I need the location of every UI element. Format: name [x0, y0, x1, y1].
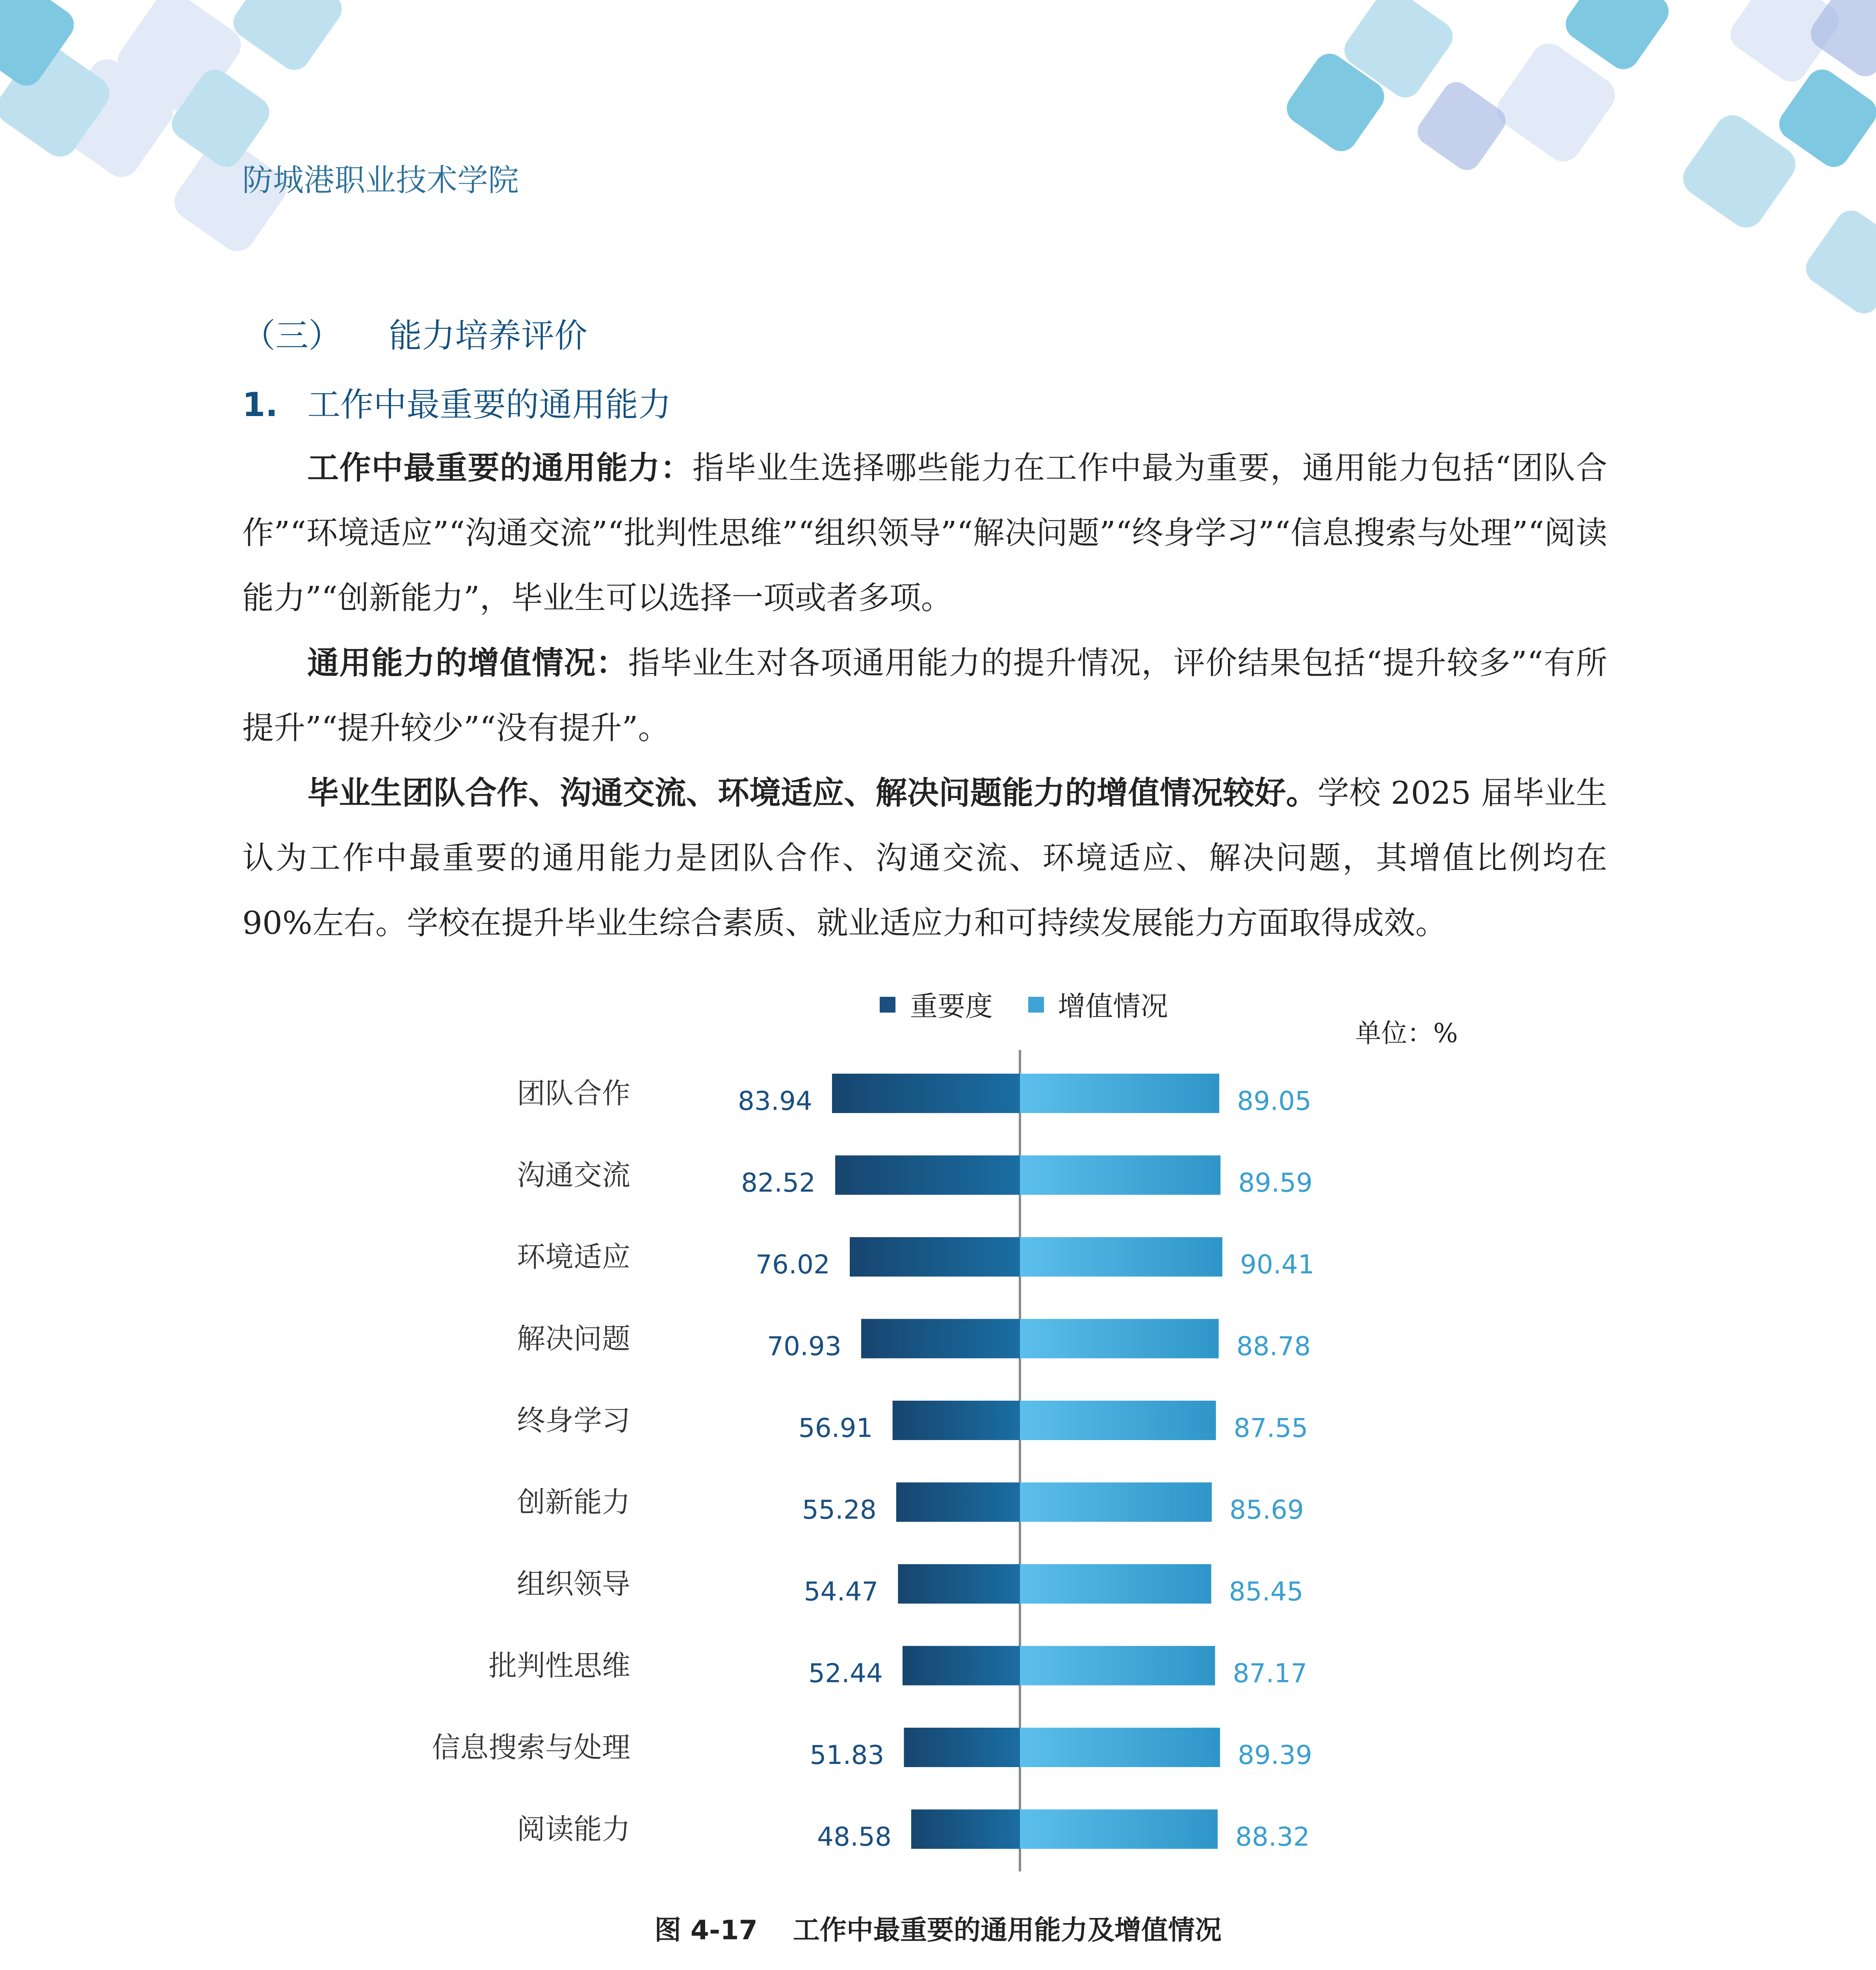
category-label: 环境适应: [516, 1240, 630, 1273]
ability-chart: [0, 965, 1876, 1891]
paragraph-body: 指毕业生选择哪些能力在工作中最为重要，通用能力包括“团队合作”“环境适应”“沟通交流”“批判性思维”“组织领导”“解决问题”“终身学习”“信息搜索与处理”“阅读能力”“创新能力”，毕业生可以选择一项或者多项。: [242, 450, 1607, 616]
value-label-increment: 88.32: [1235, 1821, 1310, 1852]
category-label: 沟通交流: [516, 1158, 630, 1192]
category-label: 终身学习: [516, 1404, 630, 1437]
bar-increment: [1020, 1319, 1218, 1359]
value-label-importance: 56.91: [798, 1413, 873, 1443]
section-number: （三）: [242, 316, 342, 355]
bar-increment: [1020, 1810, 1218, 1849]
bar-importance: [832, 1074, 1020, 1113]
figure-caption: [0, 1909, 1876, 1947]
figure-title: 工作中最重要的通用能力及增值情况: [793, 1915, 1222, 1946]
bar-increment: [1020, 1156, 1220, 1195]
paragraph-body: 指毕业生对各项通用能力的提升情况，评价结果包括“提升较多”“有所提升”“提升较少”“没有提升”。: [242, 645, 1607, 746]
value-label-increment: 87.55: [1233, 1413, 1308, 1443]
bar-increment: [1020, 1401, 1216, 1440]
legend-swatch-increment: [1028, 997, 1044, 1013]
value-label-importance: 52.44: [808, 1658, 883, 1689]
paragraph-finding: [242, 760, 1607, 955]
bar-increment: [1020, 1237, 1222, 1277]
value-label-increment: 87.17: [1233, 1658, 1308, 1689]
category-label: 信息搜索与处理: [431, 1731, 630, 1764]
value-label-increment: 85.45: [1229, 1576, 1304, 1607]
value-label-increment: 85.69: [1229, 1494, 1304, 1525]
paragraph-definition-increment: [242, 630, 1607, 760]
paragraph-lead: 工作中最重要的通用能力：: [307, 450, 693, 486]
category-label: 批判性思维: [488, 1649, 630, 1682]
value-label-increment: 89.39: [1237, 1740, 1312, 1770]
subsection-heading: [242, 378, 671, 426]
bar-importance: [903, 1646, 1020, 1686]
legend-label-increment: 增值情况: [1058, 990, 1168, 1022]
bar-increment: [1020, 1074, 1219, 1113]
category-label: 团队合作: [516, 1077, 630, 1110]
bar-importance: [861, 1319, 1020, 1359]
legend-label-importance: 重要度: [910, 990, 993, 1022]
value-label-importance: 48.58: [817, 1821, 892, 1852]
value-label-importance: 55.28: [802, 1494, 877, 1525]
bar-increment: [1020, 1483, 1212, 1522]
section-heading: [242, 309, 587, 357]
unit-label: 单位：%: [1355, 1018, 1458, 1048]
paragraph-lead: 通用能力的增值情况：: [307, 645, 628, 681]
value-label-importance: 83.94: [738, 1086, 812, 1116]
value-label-increment: 89.05: [1237, 1086, 1311, 1116]
subsection-number: 1.: [242, 385, 278, 424]
bar-increment: [1020, 1646, 1215, 1686]
value-label-importance: 51.83: [810, 1740, 884, 1770]
bar-importance: [850, 1237, 1020, 1277]
header-school-name: 防城港职业技术学院: [242, 163, 519, 198]
bar-importance: [893, 1401, 1020, 1440]
paragraph-body: 学校 2025 届毕业生认为工作中最重要的通用能力是团队合作、沟通交流、环境适应、解决问题，其增值比例均在 90%左右。学校在提升毕业生综合素质、就业适应力和可持续发展能力方面取得成效。: [242, 775, 1608, 941]
category-label: 解决问题: [516, 1322, 630, 1355]
data-source: [242, 1966, 1114, 1970]
category-label: 组织领导: [516, 1567, 630, 1600]
category-label: 阅读能力: [516, 1812, 630, 1846]
paragraph-lead: 毕业生团队合作、沟通交流、环境适应、解决问题能力的增值情况较好。: [307, 775, 1318, 811]
value-label-importance: 82.52: [741, 1167, 816, 1198]
value-label-increment: 90.41: [1240, 1249, 1315, 1280]
category-label: 创新能力: [516, 1485, 630, 1519]
bar-importance: [911, 1810, 1020, 1849]
bar-importance: [898, 1564, 1020, 1604]
subsection-title: 工作中最重要的通用能力: [307, 385, 672, 424]
value-label-increment: 89.59: [1238, 1167, 1313, 1198]
section-title: 能力培养评价: [389, 316, 588, 355]
value-label-increment: 88.78: [1236, 1331, 1311, 1362]
bar-importance: [904, 1728, 1020, 1767]
bar-importance: [835, 1156, 1020, 1195]
bar-increment: [1020, 1728, 1220, 1767]
bar-importance: [896, 1483, 1020, 1522]
value-label-importance: 70.93: [767, 1331, 841, 1362]
value-label-importance: 76.02: [756, 1249, 830, 1280]
figure-number: 图 4-17: [654, 1915, 758, 1946]
legend-swatch-importance: [880, 997, 895, 1013]
bar-increment: [1020, 1564, 1211, 1604]
value-label-importance: 54.47: [804, 1576, 879, 1607]
paragraph-definition-importance: [242, 435, 1607, 630]
